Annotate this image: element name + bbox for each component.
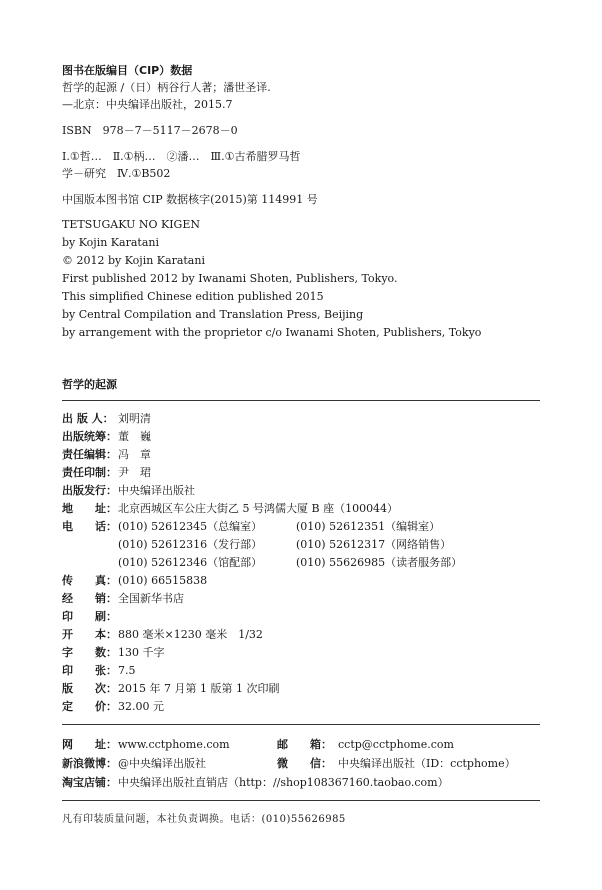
phone-label: 电 话： <box>62 520 117 533</box>
quality-notice: 凡有印装质量问题，本社负责调换。电话：(010)55626985 <box>62 814 346 825</box>
address-value: 北京西城区车公庄大街乙 5 号鸿儒大厦 B 座（100044） <box>118 502 399 515</box>
printing-manager-value: 尹 珺 <box>118 466 151 479</box>
address-label: 地 址： <box>62 502 117 515</box>
copyright-line: This simplified Chinese edition published 2015 <box>62 290 324 303</box>
format-label: 开 本： <box>62 628 117 641</box>
weibo-label: 新浪微博： <box>62 757 117 770</box>
taobao-label: 淘宝店铺： <box>62 776 117 789</box>
coordinator-label: 出版统筹： <box>62 430 117 443</box>
coordinator-value: 董 巍 <box>118 430 151 443</box>
email-value: cctp@cctphome.com <box>338 738 454 751</box>
copyright-line: by arrangement with the proprietor c/o Iwanami Shoten, Publishers, Tokyo <box>62 326 482 339</box>
sheets-value: 7.5 <box>118 664 136 677</box>
website-value: www.cctphome.com <box>118 738 230 751</box>
copyright-line: © 2012 by Kojin Karatani <box>62 254 205 267</box>
email-label: 邮 箱： <box>277 738 332 751</box>
phone-entry: (010) 52612346（馆配部） <box>118 556 263 569</box>
print-label: 印 刷： <box>62 610 117 623</box>
edition-value: 2015 年 7 月第 1 版第 1 次印刷 <box>118 682 280 695</box>
publisher-value: 刘明清 <box>118 412 151 425</box>
editor-label: 责任编辑： <box>62 448 117 461</box>
edition-label: 版 次： <box>62 682 117 695</box>
cip-heading: 图书在版编目（CIP）数据 <box>62 64 193 77</box>
isbn: ISBN 978－7－5117－2678－0 <box>62 124 238 137</box>
copyright-line: by Kojin Karatani <box>62 236 159 249</box>
phone-entry: (010) 55626985（读者服务部） <box>296 556 463 569</box>
sales-label: 经 销： <box>62 592 117 605</box>
divider <box>62 724 540 725</box>
wechat-label: 微 信： <box>277 757 332 770</box>
divider <box>62 400 540 401</box>
distributor-value: 中央编译出版社 <box>118 484 195 497</box>
editor-value: 冯 章 <box>118 448 151 461</box>
cip-number: 中国版本图书馆 CIP 数据核字(2015)第 114991 号 <box>62 193 318 206</box>
wechat-value: 中央编译出版社（ID：cctphome） <box>338 757 516 770</box>
book-title: 哲学的起源 <box>62 378 117 391</box>
copyright-line: First published 2012 by Iwanami Shoten, Publishers, Tokyo. <box>62 272 398 285</box>
sheets-label: 印 张： <box>62 664 117 677</box>
weibo-value: @中央编译出版社 <box>118 757 206 770</box>
phone-entry: (010) 52612351（编辑室） <box>296 520 441 533</box>
sales-value: 全国新华书店 <box>118 592 184 605</box>
price-value: 32.00 元 <box>118 700 164 713</box>
phone-entry: (010) 52612316（发行部） <box>118 538 263 551</box>
publisher-label: 出 版 人： <box>62 412 114 425</box>
phone-entry: (010) 52612317（网络销售） <box>296 538 452 551</box>
word-count-label: 字 数： <box>62 646 117 659</box>
copyright-line: TETSUGAKU NO KIGEN <box>62 218 200 231</box>
word-count-value: 130 千字 <box>118 646 165 659</box>
divider <box>62 800 540 801</box>
classification-line-2: 学－研究 Ⅳ.①B502 <box>62 167 171 180</box>
cip-publication-line: —北京：中央编译出版社，2015.7 <box>62 98 233 111</box>
phone-entry: (010) 52612345（总编室） <box>118 520 263 533</box>
price-label: 定 价： <box>62 700 117 713</box>
taobao-value: 中央编译出版社直销店（http：//shop108367160.taobao.com） <box>118 776 449 789</box>
distributor-label: 出版发行： <box>62 484 117 497</box>
printing-manager-label: 责任印制： <box>62 466 117 479</box>
fax-label: 传 真： <box>62 574 117 587</box>
classification-line-1: Ⅰ.①哲… Ⅱ.①柄… ②潘… Ⅲ.①古希腊罗马哲 <box>62 150 301 163</box>
cip-title-line: 哲学的起源 /（日）柄谷行人著；潘世圣译. <box>62 81 271 94</box>
fax-value: (010) 66515838 <box>118 574 208 587</box>
copyright-line: by Central Compilation and Translation Press, Beijing <box>62 308 364 321</box>
website-label: 网 址： <box>62 738 117 751</box>
format-value: 880 毫米×1230 毫米 1/32 <box>118 628 263 641</box>
